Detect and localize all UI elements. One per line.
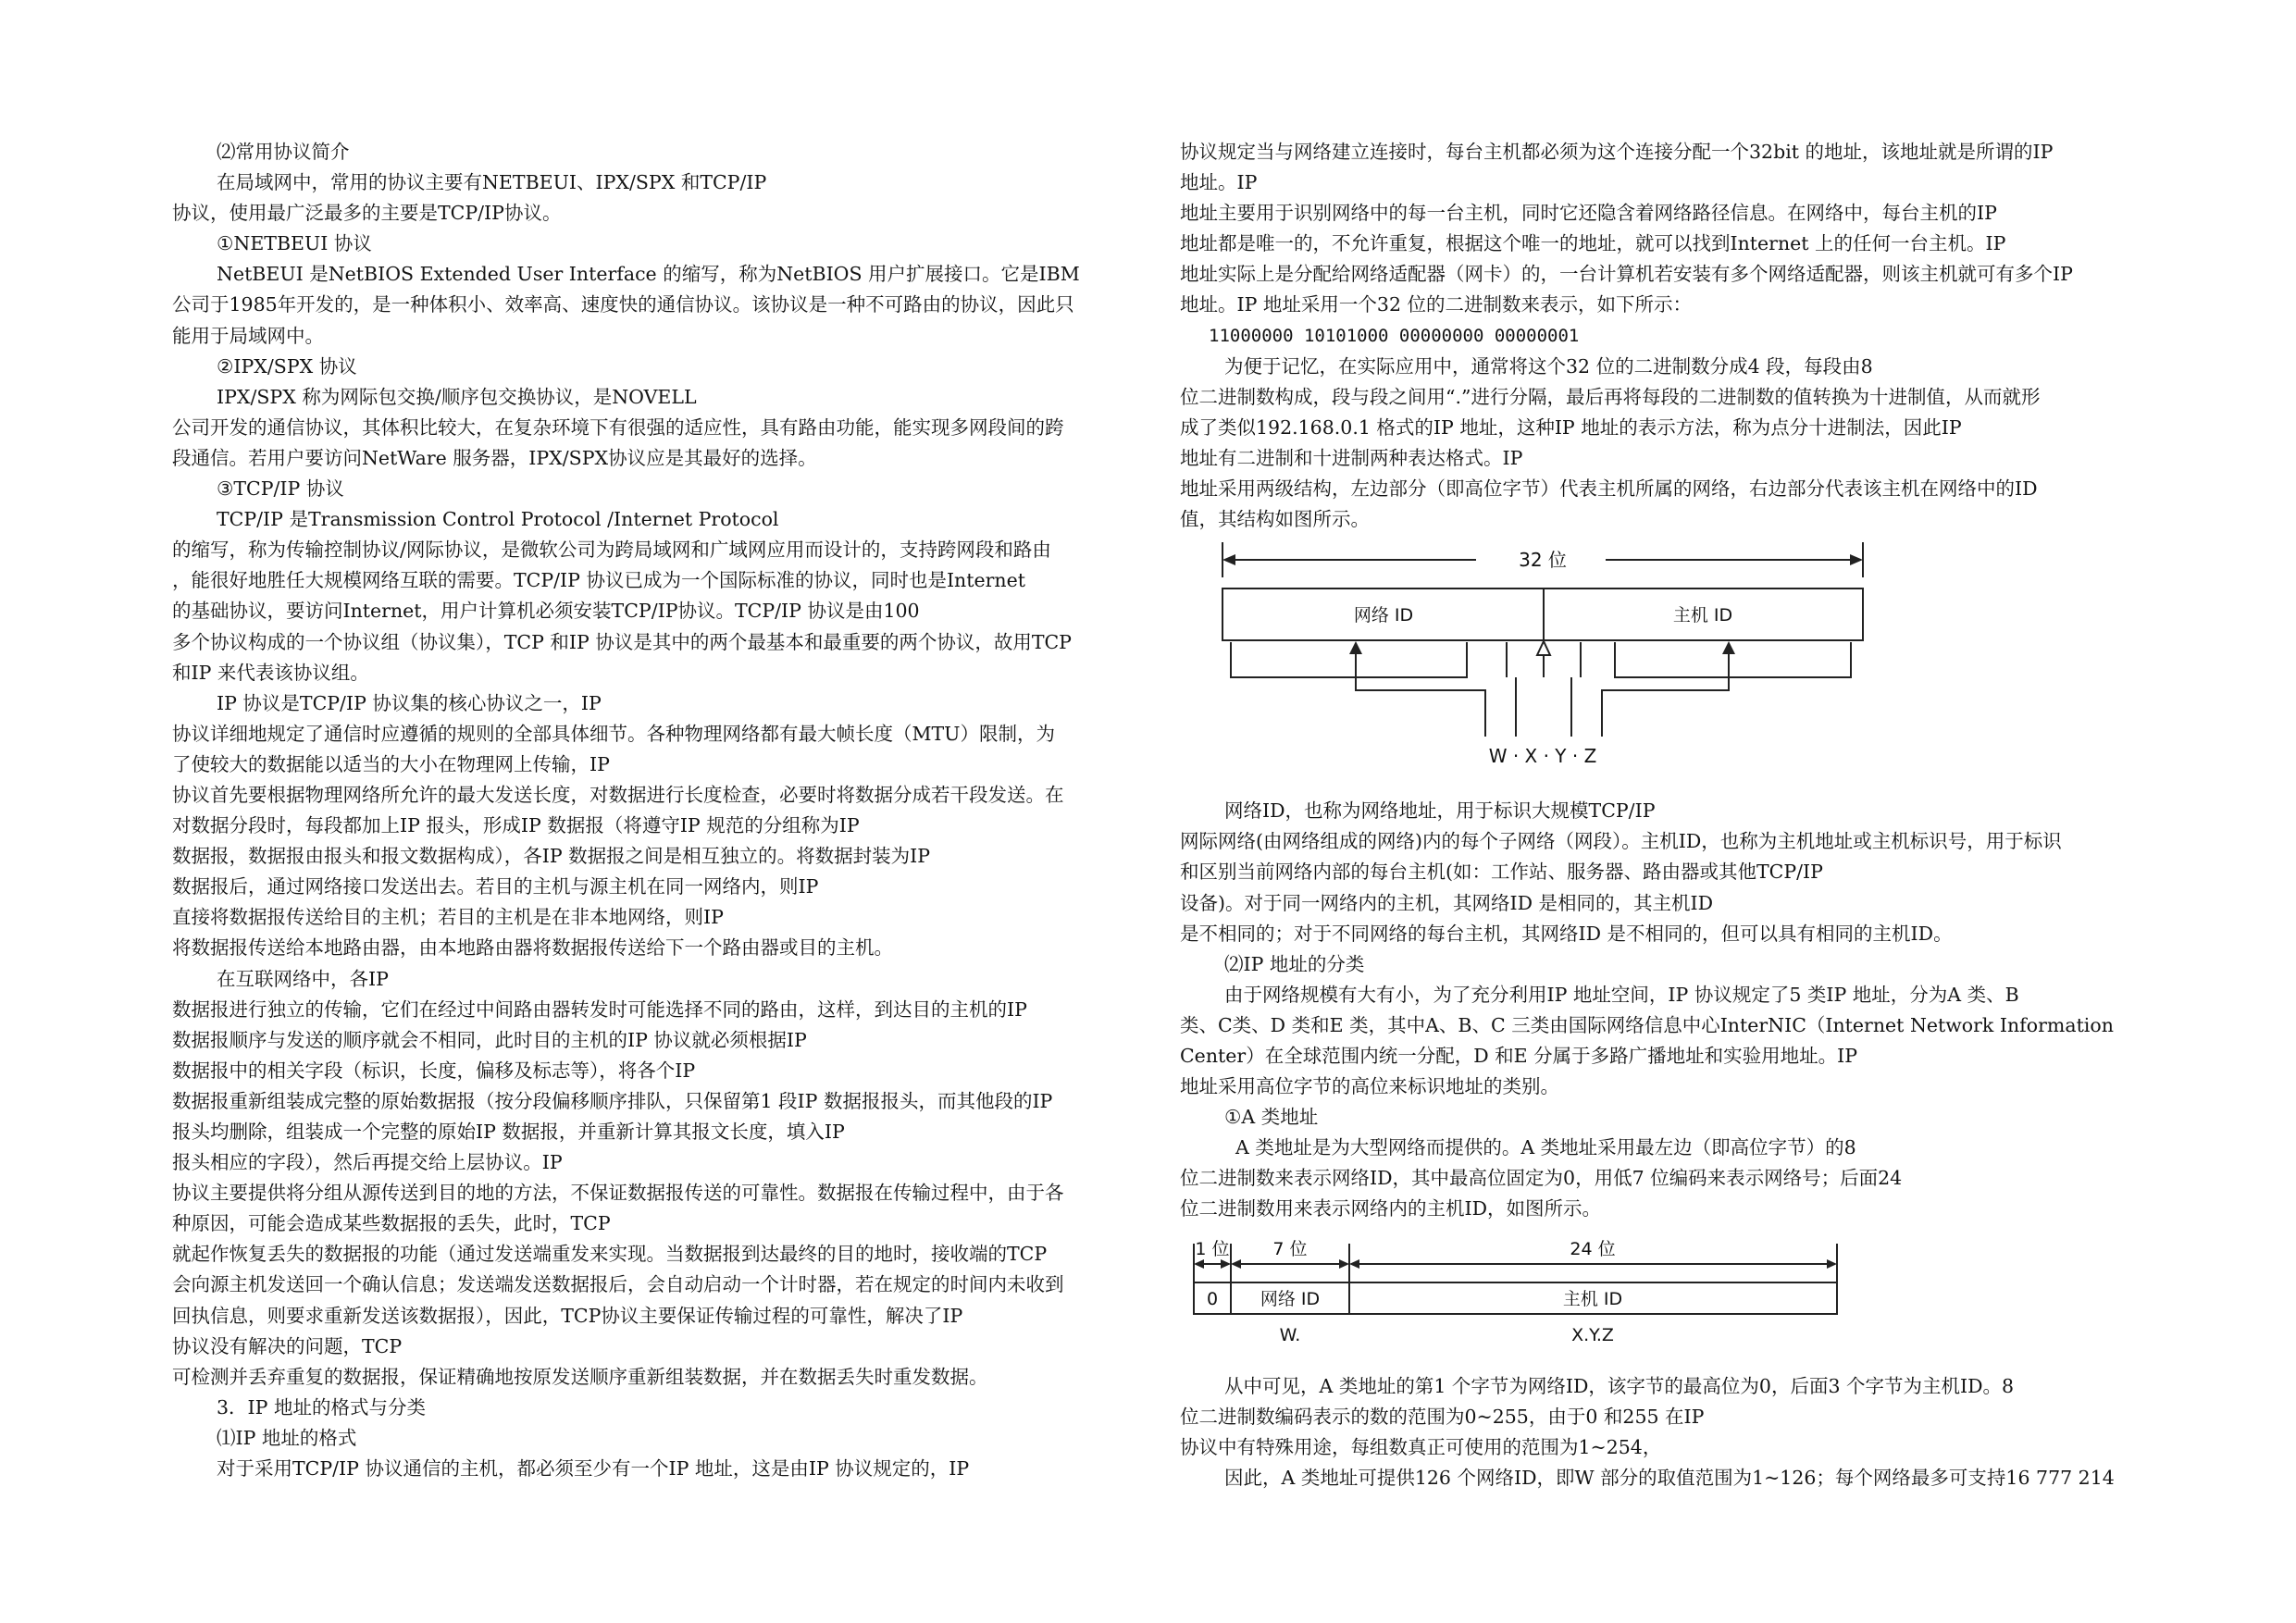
bit1-label: 1 位: [1195, 1238, 1230, 1259]
paragraph-line: 就起作恢复丢失的数据报的功能（通过发送端重发来实现。当数据报到达最终的目的地时，接收端的TCP: [172, 1243, 1048, 1266]
paragraph-line: IP 协议是TCP/IP 协议集的核心协议之一，IP: [217, 691, 602, 714]
arrowhead-left: [1222, 554, 1235, 565]
ip-structure-figure: [1180, 535, 2148, 796]
paragraph-line: 了使较大的数据能以适当的大小在物理网上传输，IP: [172, 752, 610, 775]
paragraph-line: 网络ID，也称为网络地址，用于标识大规模TCP/IP: [1224, 799, 1656, 823]
paragraph-line: 为便于记忆，在实际应用中，通常将这个32 位的二进制数分成4 段，每段由8: [1224, 354, 1873, 378]
class-a-figure: [1180, 1225, 2148, 1371]
paragraph-line: 公司开发的通信协议，其体积比较大，在复杂环境下有很强的适应性，具有路由功能，能实现多网段间的跨: [172, 415, 1064, 439]
subsection-heading: ③TCP/IP 协议: [217, 477, 344, 501]
network-id-label: 网络 ID: [1353, 605, 1414, 626]
w-label: W.: [1279, 1324, 1301, 1345]
paragraph-line: 数据报，数据报由报头和报文数据构成），各IP 数据报之间是相互独立的。将数据封装为IP: [172, 845, 931, 868]
subsection-heading: ⑵IP 地址的分类: [1224, 952, 1365, 975]
paragraph-line: NetBEUI 是NetBIOS Extended User Interface 的缩写，称为NetBIOS 用户扩展接口。它是IBM: [217, 263, 1080, 286]
subsection-heading: ②IPX/SPX 协议: [217, 354, 357, 378]
paragraph-line: 数据报进行独立的传输，它们在经过中间路由器转发时可能选择不同的路由，这样，到达目的主机的IP: [172, 997, 1027, 1021]
section-heading: 3．IP 地址的格式与分类: [217, 1395, 426, 1419]
paragraph-line: 地址采用高位字节的高位来标识地址的类别。: [1180, 1075, 1559, 1098]
left-column: [172, 137, 1140, 1484]
paragraph-line: 和IP 来代表该协议组。: [172, 661, 369, 684]
leader-w: [1356, 677, 1485, 737]
paragraph-line: 网际网络(由网络组成的网络)内的每个子网络（网段）。主机ID，也称为主机地址或主机标识号，用于标识: [1180, 830, 2062, 853]
paragraph-line: 公司于1985年开发的，是一种体积小、效率高、速度快的通信协议。该协议是一种不可路由的协议，因此只: [172, 293, 1074, 316]
xyz-label: X.Y.Z: [1571, 1324, 1614, 1345]
arrowhead-host: [1722, 641, 1735, 654]
paragraph-line: 对于采用TCP/IP 协议通信的主机，都必须至少有一个IP 地址，这是由IP 协议规定的，IP: [217, 1457, 970, 1481]
paragraph-line: 值，其结构如图所示。: [1180, 508, 1370, 531]
paragraph-line: A 类地址是为大型网络而提供的。A 类地址采用最左边（即高位字节）的8: [1235, 1136, 1856, 1159]
paragraph-line: 是不相同的；对于不同网络的每台主机，其网络ID 是不相同的，但可以具有相同的主机ID。: [1180, 922, 1953, 945]
paragraph-line: 直接将数据报传送给目的主机；若目的主机是在非本地网络，则IP: [172, 906, 724, 929]
paragraph-line: 地址。IP 地址采用一个32 位的二进制数来表示，如下所示：: [1180, 293, 1693, 316]
paragraph-line: 地址实际上是分配给网络适配器（网卡）的，一台计算机若安装有多个网络适配器，则该主机就可有多个IP: [1180, 263, 2073, 286]
paragraph-line: 在互联网络中，各IP: [217, 967, 389, 990]
paragraph-line: 协议没有解决的问题，TCP: [172, 1334, 403, 1357]
paragraph-line: 种原因，可能会造成某些数据报的丢失，此时，TCP: [172, 1212, 611, 1235]
paragraph-line: 数据报重新组装成完整的原始数据报（按分段偏移顺序排队，只保留第1 段IP 数据报报头，而其他段的IP: [172, 1089, 1053, 1112]
paragraph-line: 多个协议构成的一个协议组（协议集），TCP 和IP 协议是其中的两个最基本和最重要的两个协议，故用TCP: [172, 630, 1072, 653]
paragraph-line: 位二进制数编码表示的数的范围为0~255，由于0 和255 在IP: [1180, 1405, 1705, 1428]
paragraph-line: 地址采用两级结构，左边部分（即高位字节）代表主机所属的网络，右边部分代表该主机在网络中的ID: [1180, 477, 2038, 501]
paragraph-line: 地址。IP: [1180, 171, 1258, 194]
paragraph-line: 和区别当前网络内部的每台主机(如：工作站、服务器、路由器或其他TCP/IP: [1180, 861, 1823, 884]
paragraph-line: 能用于局域网中。: [172, 324, 324, 347]
arrowhead-network: [1349, 641, 1362, 654]
leader-z: [1602, 677, 1729, 737]
paragraph-line: 设备)。对于同一网络内的主机，其网络ID 是相同的，其主机ID: [1180, 891, 1714, 914]
paragraph-line: 协议规定当与网络建立连接时，每台主机都必须为这个连接分配一个32bit 的地址，该地址就是所谓的IP: [1180, 141, 2054, 163]
paragraph-line: 回执信息，则要求重新发送该数据报），因此，TCP协议主要保证传输过程的可靠性，解决了IP: [172, 1304, 963, 1327]
paragraph-line: 因此，A 类地址可提供126 个网络ID，即W 部分的取值范围为1~126；每个网络最多可支持16 777 214: [1224, 1466, 2115, 1489]
paragraph-line: 在局域网中，常用的协议主要有NETBEUI、IPX/SPX 和TCP/IP: [217, 171, 767, 194]
paragraph-line: 协议中有特殊用途，每组数真正可使用的范围为1~254，: [1180, 1435, 1662, 1458]
bit24-label: 24 位: [1570, 1238, 1616, 1259]
host-id-label: 主机 ID: [1672, 605, 1733, 626]
bit7-label: 7 位: [1272, 1238, 1308, 1259]
subsection-heading: ⑴IP 地址的格式: [217, 1426, 357, 1449]
paragraph-line: ，能很好地胜任大规模网络互联的需要。TCP/IP 协议已成为一个国际标准的协议，同时也是Internet: [172, 569, 1026, 592]
class-a-diagram: [1180, 1225, 1846, 1371]
paragraph-line: 协议主要提供将分组从源传送到目的地的方法，不保证数据报传送的可靠性。数据报在传输过程中，由于各: [172, 1182, 1064, 1205]
paragraph-line: 从中可见，A 类地址的第1 个字节为网络ID，该字节的最高位为0，后面3 个字节为主机ID。8: [1224, 1374, 2015, 1397]
ip-structure-diagram: [1180, 535, 1846, 796]
paragraph-line: 成了类似192.168.0.1 格式的IP 地址，这种IP 地址的表示方法，称为点分十进制法，因此IP: [1180, 415, 1962, 439]
paragraph-line: 将数据报传送给本地路由器，由本地路由器将数据报传送给下一个路由器或目的主机。: [172, 936, 893, 960]
paragraph-line: 会向源主机发送回一个确认信息；发送端发送数据报后，会自动启动一个计时器，若在规定的时间内未收到: [172, 1273, 1064, 1296]
zero-label: 0: [1206, 1288, 1219, 1309]
subsection-heading: ①A 类地址: [1224, 1106, 1319, 1129]
paragraph-line: Center）在全球范围内统一分配，D 和E 分属于多路广播地址和实验用地址。IP: [1180, 1044, 1858, 1067]
network-id-label: 网络 ID: [1260, 1288, 1321, 1309]
host-id-label: 主机 ID: [1562, 1288, 1623, 1309]
paragraph-line: 报头相应的字段），然后再提交给上层协议。IP: [172, 1151, 563, 1174]
paragraph-line: 协议详细地规定了通信时应遵循的规则的全部具体细节。各种物理网络都有最大帧长度（MTU）限制，为: [172, 722, 1055, 745]
notation-label: W · X · Y · Z: [1488, 745, 1597, 768]
paragraph-line: IPX/SPX 称为网际包交换/顺序包交换协议，是NOVELL: [217, 385, 697, 408]
paragraph-line: 位二进制数来表示网络ID，其中最高位固定为0，用低7 位编码来表示网络号；后面24: [1180, 1167, 1903, 1190]
binary-address-example: 11000000 10101000 00000000 00000001: [1209, 325, 1580, 346]
bracket-w: [1231, 642, 1467, 677]
arrowhead-right: [1850, 554, 1863, 565]
bracket-z: [1615, 642, 1851, 677]
paragraph-line: 的基础协议，要访问Internet，用户计算机必须安装TCP/IP协议。TCP/IP 协议是由100: [172, 600, 920, 623]
right-column: [1180, 137, 2148, 1493]
paragraph-line: 类、C类、D 类和E 类，其中A、B、C 三类由国际网络信息中心InterNIC（Internet Network Information: [1180, 1013, 2114, 1036]
paragraph-line: 协议首先要根据物理网络所允许的最大发送长度，对数据进行长度检查，必要时将数据分成若干段发送。在: [172, 783, 1064, 806]
paragraph-line: 由于网络规模有大有小，为了充分利用IP 地址空间，IP 协议规定了5 类IP 地址，分为A 类、B: [1224, 983, 2019, 1006]
width-label: 32 位: [1519, 549, 1567, 572]
paragraph-line: 对数据分段时，每段都加上IP 报头，形成IP 数据报（将遵守IP 规范的分组称为IP: [172, 814, 860, 837]
paragraph-line: 数据报中的相关字段（标识，长度，偏移及标志等），将各个IP: [172, 1059, 696, 1082]
paragraph-line: 可检测并丢弃重复的数据报，保证精确地按原发送顺序重新组装数据，并在数据丢失时重发数据。: [172, 1365, 988, 1388]
paragraph-line: 协议，使用最广泛最多的主要是TCP/IP协议。: [172, 202, 562, 225]
paragraph-line: 数据报后，通过网络接口发送出去。若目的主机与源主机在同一网络内，则IP: [172, 875, 819, 898]
arrowhead-divider: [1537, 641, 1550, 655]
paragraph-line: TCP/IP 是Transmission Control Protocol /Internet Protocol: [217, 508, 779, 531]
paragraph-line: 地址有二进制和十进制两种表达格式。IP: [1180, 446, 1523, 469]
paragraph-line: 地址主要用于识别网络中的每一台主机，同时它还隐含着网络路径信息。在网络中，每台主机的IP: [1180, 202, 1997, 225]
paragraph-line: 位二进制数用来表示网络内的主机ID，如图所示。: [1180, 1197, 1602, 1220]
paragraph-line: 的缩写，称为传输控制协议/网际协议，是微软公司为跨局域网和广域网应用而设计的，支持跨网段和路由: [172, 539, 1051, 562]
section-heading: ⑵常用协议简介: [217, 141, 350, 163]
paragraph-line: 地址都是唯一的，不允许重复，根据这个唯一的地址，就可以找到Internet 上的任何一台主机。IP: [1180, 232, 2006, 255]
subsection-heading: ①NETBEUI 协议: [217, 232, 372, 255]
paragraph-line: 段通信。若用户要访问NetWare 服务器，IPX/SPX协议应是其最好的选择。: [172, 446, 817, 469]
paragraph-line: 报头均删除，组装成一个完整的原始IP 数据报，并重新计算其报文长度，填入IP: [172, 1121, 845, 1143]
paragraph-line: 数据报顺序与发送的顺序就会不相同，此时目的主机的IP 协议就必须根据IP: [172, 1028, 807, 1051]
paragraph-line: 位二进制数构成，段与段之间用“.”进行分隔，最后再将每段的二进制数的值转换为十进制值，从而就形: [1180, 385, 2041, 408]
